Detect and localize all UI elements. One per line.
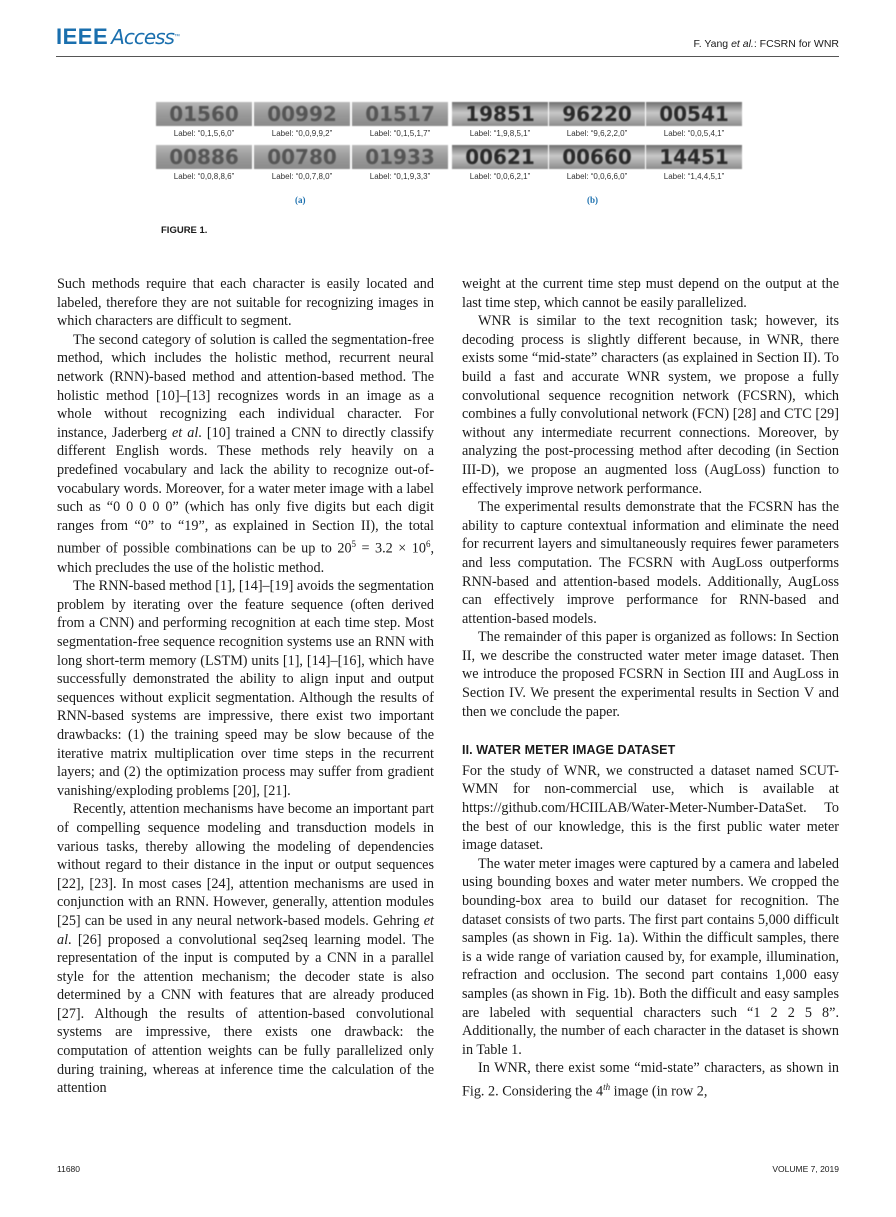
section-heading: II. WATER METER IMAGE DATASET [462, 743, 676, 758]
meter-sample [352, 145, 448, 181]
meter-image: 01560 [156, 102, 252, 126]
meter-sample [452, 102, 548, 138]
paragraph: The remainder of this paper is organized as follows: In Section II, we describe the constructed water meter image dataset. Then we introduce the proposed FCSRN in Section III and AugLoss in Section IV. We present the experimental results in Section V and then we conclude the paper. [462, 629, 839, 720]
sample-label: Label: “0,0,9,9,2” [271, 129, 333, 138]
meter-image: 01933 [352, 145, 448, 169]
meter-sample [646, 145, 742, 181]
right-column [462, 275, 839, 1101]
sample-label: Label: “9,6,2,2,0” [566, 129, 628, 138]
meter-image: 00992 [254, 102, 350, 126]
logo-ieee-text: IEEE [56, 24, 109, 49]
meter-image: 01517 [352, 102, 448, 126]
meter-image: 00780 [254, 145, 350, 169]
meter-image: 00886 [156, 145, 252, 169]
sample-label: Label: “0,0,6,6,0” [566, 172, 628, 181]
paragraph: The experimental results demonstrate that the FCSRN has the ability to capture contextual information and eliminate the need for recurrent layers and simultaneously requires fewer parameters and less computation. The FCSRN with AugLoss outperforms RNN-based and attention-based models. Additionally, AugLoss can effectively improve performance for RNN-based and attention-based models. [462, 499, 839, 627]
meter-sample [156, 102, 252, 138]
sample-label: Label: “0,0,6,2,1” [469, 172, 531, 181]
sample-label: Label: “0,1,5,6,0” [173, 129, 235, 138]
paragraph: The water meter images were captured by a camera and labeled using bounding boxes and water meter numbers. We cropped the bounding-box area to build our dataset for recognition. The dataset consists of two parts. The first part contains 5,000 difficult samples (as shown in Fig. 1a). Within the difficult samples, there is a wide range of variation caused by, for example, illumination, refraction and occlusion. The second part contains 1,000 easy samples (as shown in Fig. 1b). Both the difficult and easy samples are labeled with sequential characters such “1 2 2 5 8”. Additionally, the number of each character in the dataset is shown in Table 1. [462, 855, 839, 1058]
left-column [57, 275, 434, 1098]
paragraph: WNR is similar to the text recognition task; however, its decoding process is slightly different because, in WNR, there exists some “mid-state” characters (as explained in Section II). To build a fast and accurate WNR system, we propose a fully convolutional sequence recognition network (FCSRN), which combines a fully convolutional network (FCN) [28] and CTC [29] without any intermediate recurrent connections. Moreover, by analyzing the post-processing method after decoding (in Section III-D), we propose an augmented loss (AugLoss) function to effectively improve network performance. [462, 313, 839, 497]
meter-image: 00660 [549, 145, 645, 169]
paragraph: Such methods require that each character is easily located and labeled, therefore they are not suitable for recognizing images in which characters are difficult to segment. [57, 276, 434, 330]
sample-label: Label: “0,0,7,8,0” [271, 172, 333, 181]
meter-sample [549, 145, 645, 181]
paragraph: For the study of WNR, we constructed a dataset named SCUT-WMN for non-commercial use, which is available at https://github.com/HCIILAB/Water-Meter-Number-DataSet. To the best of our knowledge, this is the first public water meter image dataset. [462, 762, 839, 854]
meter-image: 00541 [646, 102, 742, 126]
header-divider [56, 56, 839, 57]
sample-label: Label: “0,0,5,4,1” [663, 129, 725, 138]
subfigure-caption-b: (b) [587, 195, 598, 205]
meter-image: 00621 [452, 145, 548, 169]
meter-sample [156, 145, 252, 181]
running-head-title: : FCSRN for WNR [753, 38, 839, 50]
meter-sample [452, 145, 548, 181]
paragraph: The second category of solution is called the segmentation-free method, which includes the holistic method, recurrent neural network (RNN)-based method and attention-based method. The holistic method [10]–[13] recognizes words in an image as a whole without recognizing each individual character. For instance, Jaderberg et al. [10] trained a CNN to directly classify different English words. These methods rely heavily on a predefined vocabulary and lack the ability to recognize out-of-vocabulary words. Moreover, for a water meter image with a label such as “0 0 0 0 0” (which has only five digits but each digit ranges from “0” to “19”, as explained in Section II), the total number of possible combinations can be up to $20^5 = 3.2 \times 10^6$, which precludes the use of the holistic method. [57, 331, 435, 576]
figure-title: FIGURE 1. [161, 225, 208, 236]
volume-label: VOLUME 7, 2019 [772, 1164, 839, 1174]
meter-sample [254, 145, 350, 181]
page-number: 11680 [57, 1164, 81, 1174]
meter-image: 19851 [452, 102, 548, 126]
sample-label: Label: “0,1,5,1,7” [369, 129, 431, 138]
meter-image: 96220 [549, 102, 645, 126]
subfigure-caption-a: (a) [295, 195, 306, 205]
meter-sample [646, 102, 742, 138]
sample-label: Label: “0,1,9,3,3” [369, 172, 431, 181]
running-head [694, 38, 840, 50]
ieee-access-logo: IEEE Access™ [56, 24, 180, 49]
running-head-author: F. Yang [693, 38, 729, 50]
sample-label: Label: “0,0,8,8,6” [173, 172, 235, 181]
meter-sample [254, 102, 350, 138]
running-head-etal: et al. [731, 38, 754, 50]
sample-label: Label: “1,4,4,5,1” [663, 172, 725, 181]
meter-sample [549, 102, 645, 138]
logo-access-text: Access [111, 25, 174, 49]
sample-label: Label: “1,9,8,5,1” [469, 129, 531, 138]
page-header [56, 22, 839, 50]
paragraph: In WNR, there exist some “mid-state” characters, as shown in Fig. 2. Considering the 4th image (in row 2, [462, 1060, 839, 1100]
paragraph: weight at the current time step must depend on the output at the last time step, which cannot be easily parallelized. [462, 276, 839, 311]
meter-sample [352, 102, 448, 138]
paragraph: The RNN-based method [1], [14]–[19] avoids the segmentation problem by iterating over the feature sequence (often derived from a CNN) and performing recognition at each time step. Most segmentation-free sequence recognition systems use an RNN with long short-term memory (LSTM) units [1], [14]–[16], which have successfully demonstrated the ability to align input and output sequences without explicit segmentation. Although the results of RNN-based systems are impressive, there exist two important drawbacks: (1) the training speed may be slow because of the iterative matrix multiplication over time steps in the recurrent layers; and (2) the optimization process may suffer from gradient vanishing/exploding problems [20], [21]. [57, 578, 434, 799]
meter-image: 14451 [646, 145, 742, 169]
paragraph: Recently, attention mechanisms have become an important part of compelling sequence modeling and transduction models in various tasks, thereby allowing the modeling of dependencies without regard to their distance in the input or output sequences [22], [23]. In most cases [24], attention mechanisms are used in conjunction with an RNN. However, generally, attention modules [25] can be used in any neural network-based models. Gehring et al. [26] proposed a convolutional seq2seq learning model. The representation of the input is computed by a CNN in a parallel style for the attention mechanism; the decoder state is also determined by a CNN with features that are already produced [27]. Although the results of attention-based convolutional systems are impressive, there exists one drawback: the computation of attention weights can be fully parallelized only during training, whereas at inference time the calculation of the attention [57, 801, 434, 1097]
